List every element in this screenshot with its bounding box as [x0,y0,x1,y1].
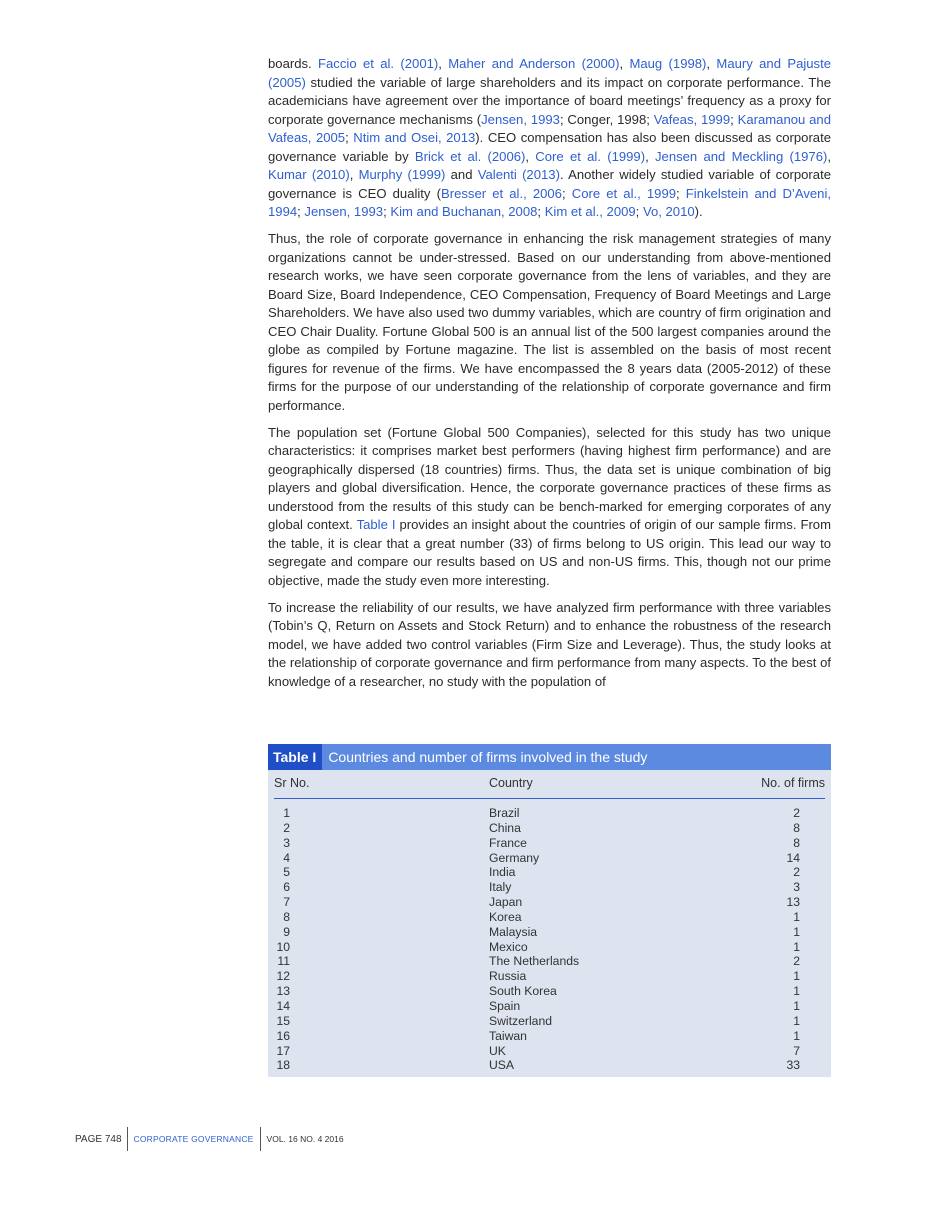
table-row [268,910,831,925]
table-row [268,880,831,895]
paragraph-text: , [349,167,359,182]
cell-country: UK [489,1043,506,1058]
paragraph-text: ; [345,130,354,145]
cell-sr-no: 5 [283,865,290,880]
cell-no-of-firms: 1 [793,1013,800,1028]
paragraph-text: The population set (Fortune Global 500 Companies), selected for this study has two unique characteristics: it comprises market best performers (having highest firm performance) and are geographically dispersed (18 countries) firms. Thus, the data set is unique combination of big players and global diversification. Hence, the corporate governance practices of these firms as understood from the results of this study can be bench-marked for emerging corporates of any global context. [268,424,831,532]
table-row [268,940,831,955]
table-row [268,806,831,821]
table-row [268,1029,831,1044]
cell-sr-no: 16 [276,1028,290,1043]
cell-no-of-firms: 1 [793,984,800,999]
cell-sr-no: 9 [283,924,290,939]
cell-country: Japan [489,895,523,910]
paragraph-text: ; Conger, 1998; [559,111,654,127]
cell-sr-no: 14 [276,998,290,1013]
paragraph-text: ; [383,204,391,219]
citation-link[interactable]: Brick et al. (2006) [414,148,526,164]
table-row [268,1014,831,1029]
paragraph-text: ). [694,204,703,219]
paragraph-text: Thus, the role of corporate governance in enhancing the risk management strategies of many organizations cannot be under-stressed. Based on our understanding from above-mentioned research works, we have seen corporate governance from the lens of variables, and they are Board Size, Board Independence, CEO Compensation, Frequency of Board Meetings and Large Shareholders. We have also used two dummy variables, which are country of firm origination and CEO Chair Duality. Fortune Global 500 is an annual list of the 500 largest companies around the globe as compiled by Fortune magazine. The list is assembled on the basis of most recent figures for revenue of the firms. We have encompassed the 8 years data (2005-2012) of these firms for the purpose of our understanding of the relationship of corporate governance and firm performance. [268,231,831,413]
table-row [268,969,831,984]
citation-link[interactable]: Core et al. (1999) [535,148,646,164]
article-body [268,55,831,700]
paragraph-text: , [645,148,655,164]
cell-sr-no: 4 [283,850,290,865]
table-row [268,954,831,969]
paragraph-2 [268,230,831,415]
cell-country: Russia [489,969,527,984]
cell-no-of-firms: 13 [786,895,800,910]
paragraph-text: ; [297,204,305,219]
table-row [268,851,831,866]
paragraph-text: ; [676,185,686,201]
paragraph-text: , [438,56,449,71]
citation-link[interactable]: Maher and Anderson (2000) [448,56,620,71]
paragraph-text: ; [537,204,545,219]
cell-sr-no: 2 [283,820,290,835]
cell-no-of-firms: 3 [793,880,800,895]
cell-country: France [489,835,527,850]
paragraph-text: ). CEO compensation has also been discussed as corporate governance variable by [268,130,832,164]
cell-sr-no: 15 [276,1013,290,1028]
cell-sr-no: 6 [283,880,290,895]
table-row [268,925,831,940]
cell-no-of-firms: 8 [793,835,800,850]
citation-link[interactable]: Kim et al., 2009 [544,204,636,219]
paragraph-text: , [827,148,831,164]
paragraph-text: , [525,148,536,164]
cell-no-of-firms: 14 [786,850,800,865]
cell-sr-no: 1 [283,806,290,820]
table-row [268,836,831,851]
table-title: Countries and number of firms involved in the study [328,749,648,765]
cell-sr-no: 10 [276,939,290,954]
table-row [268,865,831,880]
cell-country: Brazil [489,806,520,820]
table-row [268,821,831,836]
col-header-no-of-firms: No. of firms [761,776,825,790]
cell-no-of-firms: 2 [793,865,800,880]
table-row [268,895,831,910]
cell-sr-no: 18 [276,1058,290,1073]
citation-link[interactable]: Jensen, 1993 [481,111,560,127]
cell-sr-no: 8 [283,909,290,924]
paragraph-3 [268,424,831,591]
citation-link[interactable]: Ntim and Osei, 2013 [353,130,476,145]
cell-country: Mexico [489,939,528,954]
citation-link[interactable]: Murphy (1999) [358,167,446,182]
paragraph-text: To increase the reliability of our results, we have analyzed firm performance with three variables (Tobin’s Q, Return on Assets and Stock Return) and to enhance the robustness of the research model, we have added two control variables (Firm Size and Leverage). Thus, the study looks at the relationship of corporate governance and firm performance from many aspects. To the best of knowledge of a researcher, no study with the population of [268,599,831,689]
table-row [268,984,831,999]
cell-country: Malaysia [489,924,538,939]
table-countries [268,744,831,1077]
table-column-headers [268,770,831,798]
citation-link[interactable]: Table I [356,517,396,532]
cell-country: Italy [489,880,512,895]
col-header-sr-no: Sr No. [274,776,310,790]
citation-link[interactable]: Jensen and Meckling (1976) [654,148,828,164]
cell-country: Germany [489,850,540,865]
cell-country: The Netherlands [489,954,580,969]
cell-sr-no: 7 [283,895,290,910]
page-footer [75,1127,344,1151]
paragraph-text: and [445,167,478,182]
citation-link[interactable]: Bresser et al., 2006 [440,185,562,201]
citation-link[interactable]: Maug (1998) [629,56,707,71]
table-row [268,1058,831,1073]
cell-country: Korea [489,909,522,924]
cell-no-of-firms: 1 [793,969,800,984]
citation-link[interactable]: Karamanou and Vafeas, 2005 [268,111,831,145]
citation-link[interactable]: Vafeas, 1999 [653,111,731,127]
cell-no-of-firms: 8 [793,820,800,835]
table-row [268,999,831,1014]
cell-no-of-firms: 1 [793,924,800,939]
cell-sr-no: 17 [276,1043,290,1058]
cell-country: Switzerland [489,1013,552,1028]
paragraph-text: , [619,56,630,71]
citation-link[interactable]: Vo, 2010 [642,204,695,219]
page-number: PAGE 748 [75,1133,122,1145]
paragraph-text: studied the variable of large shareholders and its impact on corporate performance. The academicians have agreement over the importance of board meetings’ frequency as a proxy for corporate governance mechanisms ( [268,74,831,127]
cell-no-of-firms: 33 [786,1058,800,1073]
citation-link[interactable]: Maury and Pajuste (2005) [268,56,832,90]
col-header-country: Country [489,776,533,790]
cell-no-of-firms: 1 [793,1028,800,1043]
cell-no-of-firms: 2 [793,806,800,820]
cell-no-of-firms: 1 [793,998,800,1013]
cell-country: South Korea [489,984,557,999]
journal-name: CORPORATE GOVERNANCE [133,1134,254,1144]
volume-info: VOL. 16 NO. 4 2016 [266,1134,344,1144]
paragraph-text: boards. [268,56,319,71]
paragraph-text: ; [561,185,572,201]
paragraph-text: . Another widely studied variable of corporate governance is CEO duality ( [268,167,831,201]
cell-sr-no: 13 [276,984,290,999]
citation-link[interactable]: Finkelstein and D’Aveni, 1994 [268,185,831,219]
paragraph-text: ; [635,204,643,219]
citation-link[interactable]: Valenti (2013) [477,167,560,182]
cell-country: Spain [489,998,521,1013]
cell-sr-no: 3 [283,835,290,850]
table-header-rule [274,798,825,799]
citation-link[interactable]: Core et al., 1999 [571,185,677,201]
cell-country: Taiwan [489,1028,527,1043]
paragraph-4 [268,599,831,692]
paragraph-1 [268,55,831,222]
cell-no-of-firms: 1 [793,909,800,924]
cell-no-of-firms: 1 [793,939,800,954]
cell-no-of-firms: 2 [793,954,800,969]
paragraph-text: ; [730,111,738,127]
cell-sr-no: 11 [277,954,290,969]
citation-link[interactable]: Kim and Buchanan, 2008 [390,204,538,219]
citation-link[interactable]: Kumar (2010) [268,167,350,182]
cell-country: China [489,820,521,835]
paragraph-text: provides an insight about the countries of origin of our sample firms. From the table, it is clear that a great number (33) of firms belong to US origin. This lead our way to segregate and compare our results based on US and non-US firms. This, though not our prime objective, made the study even more interesting. [268,517,831,588]
cell-no-of-firms: 7 [793,1043,800,1058]
paragraph-text: , [706,56,717,71]
citation-link[interactable]: Faccio et al. (2001) [318,56,439,71]
cell-sr-no: 12 [276,969,290,984]
table-label: Table I [268,744,322,770]
table-row [268,1044,831,1059]
table-rows [268,806,831,1073]
cell-country: India [489,865,516,880]
table-header [268,744,831,770]
citation-link[interactable]: Jensen, 1993 [304,204,384,219]
cell-country: USA [489,1058,515,1073]
